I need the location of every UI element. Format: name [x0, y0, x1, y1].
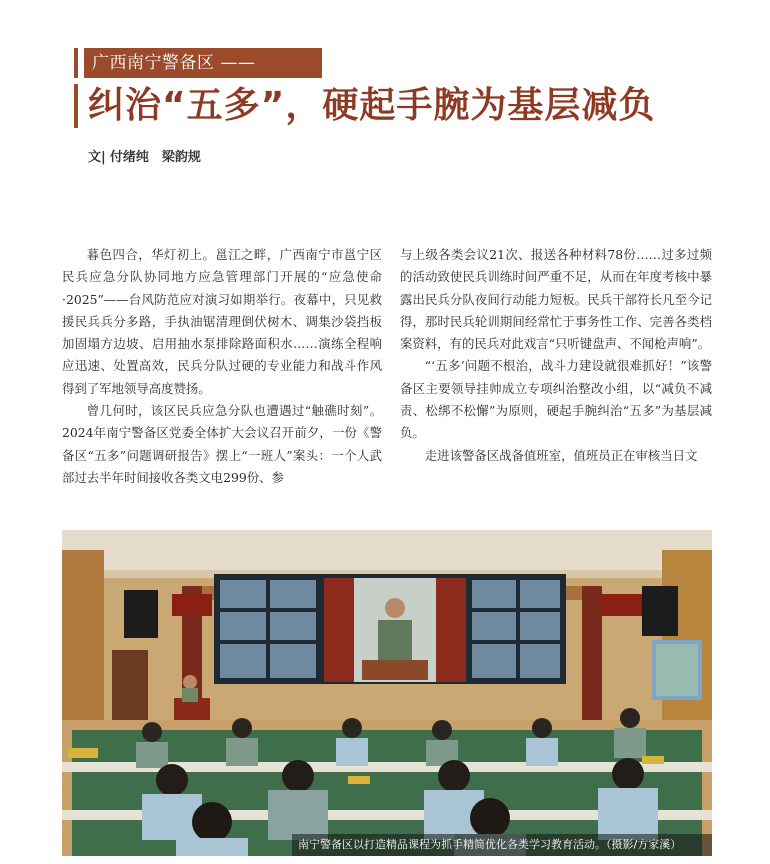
article-title: 纠治“五多”，硬起手腕为基层减负	[88, 85, 656, 126]
byline-authors: 付绪纯 梁韵规	[109, 150, 201, 165]
paragraph: “‘五多’问题不根治，战斗力建设就很难抓好！”该警备区主要领导挂帅成立专项纠治整改小组，以“减负不减责、松绑不松懈”为原则，硬起手腕纠治“五多”为基层减负。	[400, 358, 712, 441]
paragraph: 曾几何时，该区民兵应急分队也遭遇过“触礁时刻”。2024年南宁警备区党委全体扩大会议召开前夕，一份《警备区“五多”问题调研报告》摆上“一班人”案头：一个人武部过去半年时间接收各类文电299份、参	[62, 403, 382, 485]
section-brand: 广西南宁警备区 ——	[84, 48, 322, 78]
brand-accent-bar	[74, 48, 78, 78]
paragraph: 与上级各类会议21次、报送各种材料78份……过多过频的活动致使民兵训练时间严重不足，从而在年度考核中暴露出民兵分队夜间行动能力短板。民兵干部符长凡至今记得，那时民兵轮训期间经常忙于事务性工作、完善各类档案资料，有的民兵对此戏言“只听键盘声、不闻枪声响”。	[400, 247, 712, 352]
byline-label: 文|	[88, 150, 106, 165]
meeting-photo-illustration	[62, 530, 712, 856]
photo-caption: 南宁警备区以打造精品课程为抓手精简优化各类学习教育活动。（摄影/方家溪）	[292, 834, 712, 856]
title-accent-bar	[74, 84, 78, 128]
article-left-column	[62, 244, 382, 489]
article-right-column	[400, 244, 712, 467]
paragraph: 走进该警备区战备值班室，值班员正在审核当日文	[424, 447, 698, 463]
meeting-photo	[62, 530, 712, 856]
byline	[88, 146, 201, 165]
paragraph: 暮色四合，华灯初上。邕江之畔，广西南宁市邕宁区民兵应急分队协同地方应急管理部门开展的“应急使命·2025”——台风防范应对演习如期举行。夜幕中，只见救援民兵兵分多路，手执油锯清理倒伏树木、调集沙袋挡板加固塌方边坡、启用抽水泵排除路面积水……演练全程响应迅速、处置高效，民兵分队过硬的专业能力和战斗作风得到了军地领导高度赞扬。	[62, 247, 382, 396]
